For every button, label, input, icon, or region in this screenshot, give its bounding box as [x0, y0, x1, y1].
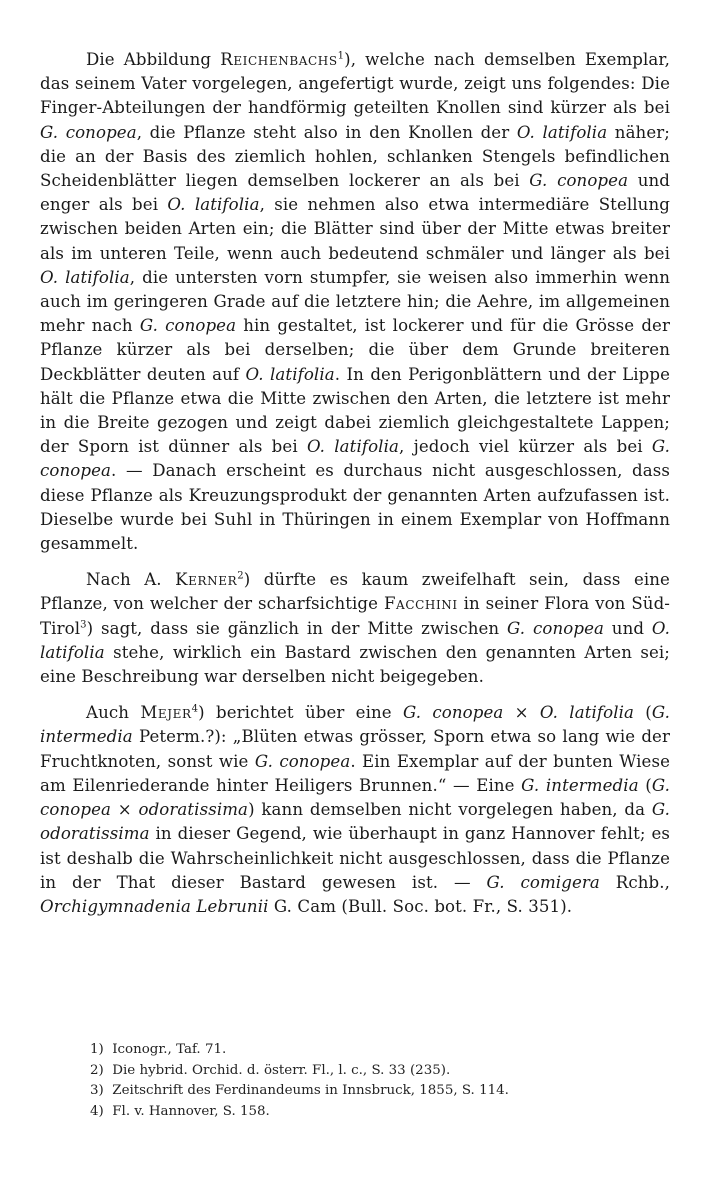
paragraph-reichenbach	[40, 48, 670, 556]
footnote-number: 2)	[90, 1062, 104, 1078]
taxon-name: G. conopea	[529, 171, 629, 191]
author-name: Reichenbachs	[220, 50, 338, 69]
paragraph-mejer	[40, 701, 670, 919]
footnote-number: 1)	[90, 1042, 104, 1057]
taxon-name: G. odoratissima	[40, 800, 670, 844]
text-run: . In den Perigonblättern und der Lippe hält die Pflanze etwa die Mitte zwischen den Arten, die letztere ist mehr in die Breite gezogen und zeigt dabei ziemlich gleichgestaltete Lappen; der Sporn ist dünner als bei	[40, 364, 670, 457]
text-run: hin gestaltet, ist lockerer und für die Grösse der Pflanze kürzer als bei derselben; die über dem Grunde breiteren Deckblätter deuten auf	[40, 316, 670, 384]
taxon-name: G. conopea	[40, 122, 137, 142]
taxon-name: G. conopea	[507, 618, 604, 638]
footnote-text: Iconogr., Taf. 71.	[112, 1042, 227, 1057]
text-run: und	[603, 618, 652, 638]
footnote-ref: 4	[191, 703, 199, 715]
author-name: Facchini	[383, 594, 458, 614]
text-run: (	[634, 703, 652, 723]
text-run: . — Danach erscheint es durchaus nicht ausgeschlossen, dass diese Pflanze als Kreuzungsprodukt der genannten Arten aufzufassen ist. Dieselbe wurde bei Suhl in Thüringen in einem Exemplar von Hoffmann gesammelt.	[40, 461, 670, 554]
taxon-name: O. latifolia	[539, 703, 635, 723]
taxon-name: G. conopea	[254, 751, 351, 771]
taxon-name: O. latifolia	[306, 437, 399, 457]
taxon-name: O. latifolia	[167, 195, 260, 215]
taxon-name: G. conopea × odoratissima	[40, 775, 670, 820]
taxon-name: O. latifolia	[516, 122, 608, 142]
text-run: Nach A.	[86, 570, 176, 590]
taxon-name: G. intermedia	[40, 703, 670, 747]
text-run: näher; die an der Basis des ziemlich hohlen, schlanken Stengels befindlichen Scheidenblätter liegen demselben lockerer an als bei	[40, 122, 670, 191]
taxon-name: G. conopea	[40, 437, 670, 481]
text-run: in seiner Flora von Süd-Tirol	[40, 594, 670, 638]
text-run: ) berichtet über eine	[198, 703, 403, 723]
text-run: . Ein Exemplar auf der bunten Wiese am Eilenriederande hinter Heiligers Brunnen.“ — Eine	[40, 751, 670, 795]
author-name: Kerner	[175, 570, 238, 590]
taxon-name: O. latifolia	[245, 364, 335, 384]
text-run: Peterm.?): „Blüten etwas grösser, Sporn etwa so lang wie der Fruchtknoten, sonst wie	[40, 727, 670, 771]
taxon-name: G. intermedia	[521, 775, 639, 795]
text-run: Die Abbildung	[86, 50, 221, 69]
taxon-name: G. conopea	[139, 316, 237, 336]
footnote-1	[90, 1040, 650, 1061]
text-run: ) sagt, dass sie gänzlich in der Mitte zwischen	[86, 618, 508, 638]
footnote-number: 4)	[90, 1103, 104, 1119]
footnote-text: Fl. v. Hannover, S. 158.	[112, 1103, 270, 1119]
text-run: und enger als bei	[40, 171, 671, 215]
text-run: G. Cam (Bull. Soc. bot. Fr., S. 351).	[268, 896, 573, 916]
author-name: Mejer	[140, 703, 192, 723]
footnotes	[90, 1040, 650, 1122]
paragraph-kerner	[40, 568, 670, 689]
footnote-text: Die hybrid. Orchid. d. österr. Fl., l. c., S. 33 (235).	[112, 1062, 451, 1078]
footnote-ref: 3	[80, 619, 87, 631]
taxon-name: G. comigera	[486, 872, 600, 892]
text-run: , jedoch viel kürzer als bei	[399, 437, 652, 457]
text-run: Auch	[86, 703, 141, 723]
text-run: , sie nehmen also etwa intermediäre Stellung zwischen beiden Arten ein; die Blätter sind über der Mitte etwas breiter als im unteren Teile, wenn auch bedeutend schmäler und länger als bei	[40, 195, 670, 263]
taxon-name: G. conopea	[402, 703, 504, 723]
page-body	[40, 48, 670, 919]
text-run: ×	[503, 703, 540, 723]
text-run: (	[638, 775, 652, 795]
text-run: in dieser Gegend, wie überhaupt in ganz Hannover fehlt; es ist deshalb die Wahrscheinlichkeit nicht ausgeschlossen, dass die Pflanze in der That dieser Bastard gewesen ist. —	[40, 824, 670, 892]
taxon-name: Orchigymnadenia Lebrunii	[40, 896, 269, 916]
text-run: Rchb.,	[599, 872, 670, 892]
footnote-3	[90, 1081, 650, 1102]
text-run: ), welche nach demselben Exemplar, das seinem Vater vorgelegen, angefertigt wurde, zeigt uns folgendes: Die Finger-Abteilungen der handförmig geteilten Knollen sind kürzer als bei	[40, 50, 671, 118]
footnote-text: Zeitschrift des Ferdinandeums in Innsbruck, 1855, S. 114.	[112, 1083, 509, 1099]
taxon-name: O. latifolia	[40, 618, 671, 662]
text-run: ) dürfte es kaum zweifelhaft sein, dass eine Pflanze, von welcher der scharfsichtige	[40, 570, 670, 614]
taxon-name: O. latifolia	[40, 267, 130, 287]
footnote-ref: 1	[337, 50, 345, 62]
footnote-2	[90, 1061, 650, 1082]
text-run: , die Pflanze steht also in den Knollen der	[136, 122, 517, 142]
footnote-4	[90, 1102, 650, 1123]
footnote-number: 3)	[90, 1083, 104, 1099]
text-run: ) kann demselben nicht vorgelegen haben, da	[248, 800, 652, 820]
footnote-ref: 2	[237, 570, 244, 582]
text-run: , die untersten vorn stumpfer, sie weisen also immerhin wenn auch im geringeren Grade auf die letztere hin; die Aehre, im allgemeinen mehr nach	[40, 267, 670, 336]
text-run: stehe, wirklich ein Bastard zwischen den genannten Arten sei; eine Beschreibung war derselben nicht beigegeben.	[40, 642, 670, 687]
